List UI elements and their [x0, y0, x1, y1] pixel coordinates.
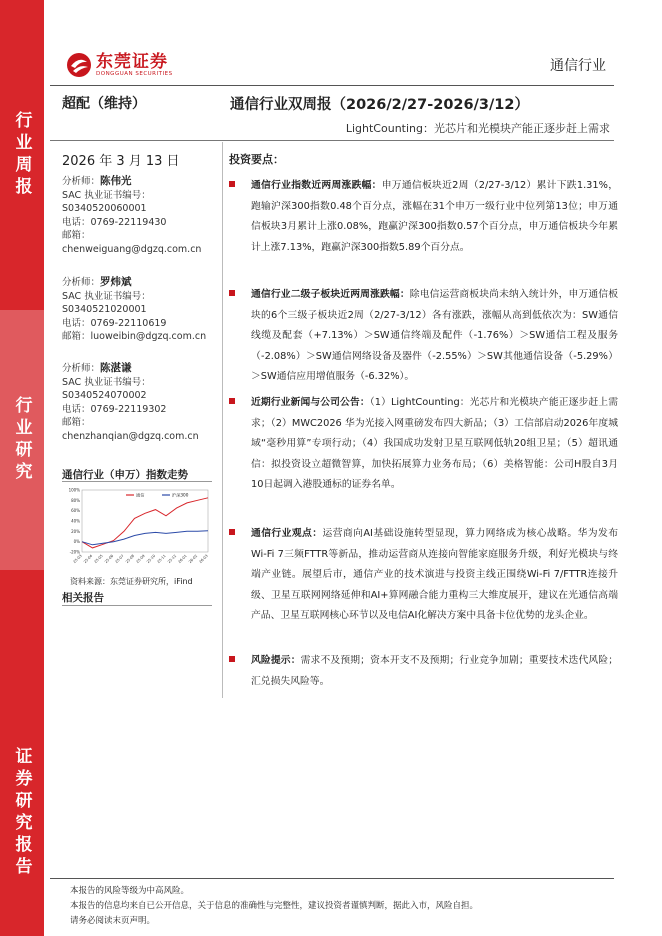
- x-tick-label: 25-06: [103, 553, 115, 565]
- analyst-label: 分析师：: [62, 176, 101, 187]
- y-tick-label: 20%: [71, 528, 80, 534]
- related-divider: [62, 605, 212, 606]
- sidebar-weekly: [0, 0, 44, 310]
- report-date: 2026 年 3 月 13 日: [62, 154, 180, 169]
- key-point-head: 近期行业新闻与公司公告：: [251, 397, 370, 408]
- x-tick-label: 25-09: [135, 553, 146, 565]
- x-tick-label: 25-08: [124, 553, 136, 565]
- analyst-email[interactable]: chenweiguang@dgzq.com.cn: [62, 243, 202, 255]
- key-point-body: 运营商向AI基础设施转型显现，算力网络成为核心战略。华为发布Wi-Fi 7三频FTTR等新品，推动运营商从连接向智能家庭服务升级，利好光模块与终端产业链。展望后市，通信产业的技术演进与投资主线正围绕Wi-Fi 7/FTTR连接升级、卫星互联网网络延伸和AI+算网融合能力重构三大维度展开，建议在光通信高端产品、卫星互联网核心环节以及电信AI化解决方案中具备卡位优势的龙头企业。: [251, 528, 619, 621]
- analyst-email[interactable]: luoweibin@dgzq.com.cn: [90, 331, 207, 342]
- x-tick-label: 26-02: [187, 553, 199, 565]
- key-point-body: （1）LightCounting：光芯片和光模块产能正逐步赶上需求；（2）MWC2026 华为光接入网重磅发布四大新品；（3）工信部启动2026年度城域“毫秒用算”专项行动；（4）我国成功发射卫星互联网低轨20组卫星；（5）超讯通信：拟投资设立超微智算，加快拓展算力业务布局；（6）美格智能：公司H股自3月10日起调入港股通标的证券名单。: [251, 397, 618, 490]
- analyst-phone: 电话：0769-22110619: [62, 317, 167, 329]
- analyst-card: [62, 276, 222, 344]
- sac-number: S0340521020001: [62, 304, 147, 315]
- legend-label: 通信: [136, 492, 145, 498]
- y-tick-label: 100%: [68, 487, 80, 493]
- y-tick-label: 80%: [71, 497, 80, 503]
- key-point-body: 除电信运营商板块尚未纳入统计外，申万通信板块的6个三级子板块近2周（2/27-3/12）各有涨跌，涨幅从高到低依次为：SW通信线缆及配套（+7.13%）＞SW通信终端及配件（-1.76%）＞SW通信工程及服务（-2.08%）＞SW通信网络设备及器件（-2.55%）＞SW其他通信设备（-5.29%）＞SW通信应用增值服务（-6.32%）。: [251, 289, 619, 382]
- industry-label: 通信行业: [550, 58, 606, 74]
- y-tick-label: -20%: [69, 549, 80, 555]
- analyst-name: 陈伟光: [100, 175, 132, 187]
- sidebar: [0, 0, 44, 936]
- bullet-icon: [229, 651, 244, 662]
- sac-number: S0340520060001: [62, 203, 147, 214]
- x-tick-label: 26-01: [177, 553, 188, 565]
- analyst-name: 罗炜斌: [100, 276, 132, 288]
- footer-risk-level: 本报告的风险等级为中高风险。: [70, 886, 190, 896]
- email-label: 邮箱：: [62, 417, 91, 428]
- key-point-body: 需求不及预期；资本开支不及预期；行业竞争加剧；重要技术迭代风险；汇兑损失风险等。: [251, 655, 619, 687]
- sidebar-research: [0, 310, 44, 570]
- sidebar-research-label: 行业研究: [11, 396, 32, 484]
- x-tick-label: 25-12: [166, 553, 178, 565]
- analyst-label: 分析师：: [62, 277, 101, 288]
- x-tick-label: 25-07: [114, 553, 125, 565]
- key-point-head: 风险提示：: [251, 655, 301, 666]
- related-reports-title: 相关报告: [62, 592, 104, 604]
- footer-divider: [50, 878, 614, 879]
- x-tick-label: 25-03: [72, 553, 83, 565]
- key-point-head: 通信行业二级子板块近两周涨跌幅：: [251, 289, 410, 300]
- logo-mark-icon: [66, 52, 92, 78]
- y-tick-label: 40%: [71, 518, 80, 524]
- company-logo: [66, 52, 173, 78]
- key-point-head: 通信行业指数近两周涨跌幅：: [251, 180, 382, 191]
- x-tick-label: 25-05: [93, 553, 104, 565]
- logo-chinese-name: 东莞证券: [96, 51, 168, 72]
- chart-divider: [62, 481, 212, 482]
- key-point: [251, 393, 618, 496]
- key-point-body: 申万通信板块近2周（2/27-3/12）累计下跌1.31%，跑输沪深300指数0.48个百分点，涨幅在31个申万一级行业中位列第13位；申万通信板块3月累计上涨0.08%，跑赢沪深300指数0.57个百分点，申万通信板块今年累计上涨7.13%，跑赢沪深300指数5.89个百分点。: [251, 180, 619, 253]
- title-divider: [50, 140, 614, 141]
- key-point: [251, 524, 618, 627]
- series-line-hs300: [82, 531, 208, 545]
- bullet-icon: [229, 285, 244, 296]
- chart-plot-frame: [82, 490, 208, 552]
- x-tick-label: 26-03: [198, 553, 209, 565]
- footer-disclaimer: 本报告的信息均来自已公开信息，关于信息的准确性与完整性，建议投资者谨慎判断，据此入市，风险自担。: [70, 901, 479, 911]
- y-tick-label: 0%: [73, 539, 80, 545]
- analyst-phone: 电话：0769-22119302: [62, 403, 167, 415]
- chart-source: 资料来源：东莞证券研究所，iFind: [70, 577, 193, 586]
- sidebar-report-label: 证券研究报告: [11, 747, 32, 879]
- sidebar-weekly-label: 行业周报: [11, 111, 32, 199]
- analyst-card: [62, 175, 222, 256]
- key-point-head: 通信行业观点：: [251, 528, 323, 539]
- email-label: 邮箱：: [62, 230, 91, 241]
- footer-read-notice: 请务必阅读末页声明。: [70, 916, 156, 926]
- bullet-icon: [229, 524, 244, 535]
- email-label: 邮箱：: [62, 331, 91, 342]
- key-point: [251, 176, 618, 258]
- key-points-title: 投资要点：: [229, 153, 284, 166]
- sac-label: SAC 执业证书编号：: [62, 189, 151, 201]
- report-subtitle: LightCounting：光芯片和光模块产能正逐步赶上需求: [345, 122, 610, 135]
- column-divider: [222, 142, 223, 698]
- bullet-icon: [229, 393, 244, 404]
- key-point: [251, 285, 618, 388]
- analyst-email[interactable]: chenzhanqian@dgzq.com.cn: [62, 430, 199, 442]
- analyst-phone: 电话：0769-22119430: [62, 216, 167, 228]
- header-divider: [50, 85, 614, 86]
- analyst-card: [62, 362, 222, 443]
- rating: 超配（维持）: [62, 96, 146, 112]
- sidebar-report: [0, 570, 44, 936]
- report-title: 通信行业双周报（2026/2/27-2026/3/12）: [230, 97, 529, 113]
- sac-label: SAC 执业证书编号：: [62, 376, 151, 388]
- y-tick-label: 60%: [71, 508, 80, 514]
- analyst-name: 陈湛谦: [100, 362, 132, 374]
- sac-label: SAC 执业证书编号：: [62, 290, 151, 302]
- series-line-telecom: [82, 498, 208, 548]
- bullet-icon: [229, 176, 244, 187]
- x-tick-label: 25-04: [82, 553, 94, 565]
- chart-title: 通信行业（申万）指数走势: [62, 469, 188, 481]
- x-tick-label: 25-10: [145, 553, 157, 565]
- x-tick-label: 25-11: [156, 553, 167, 565]
- sac-number: S0340524070002: [62, 390, 147, 401]
- logo-english-name: DONGGUAN SECURITIES: [96, 70, 173, 77]
- key-point: [251, 651, 618, 692]
- legend-label: 沪深300: [172, 492, 189, 498]
- index-trend-chart: [62, 484, 212, 574]
- analyst-label: 分析师：: [62, 363, 101, 374]
